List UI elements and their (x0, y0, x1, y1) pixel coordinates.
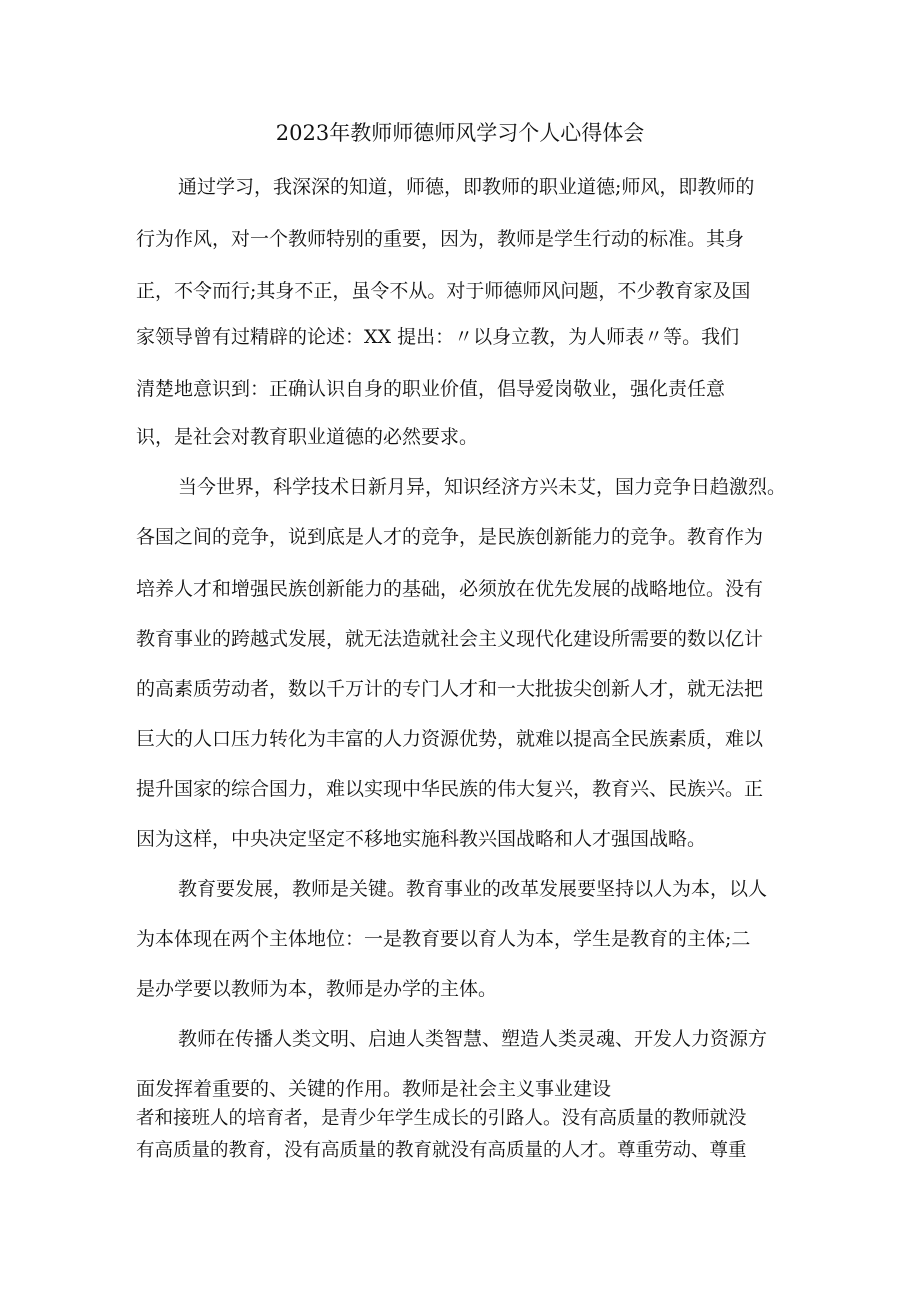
paragraph-line: 行为作风，对一个教师特别的重要，因为，教师是学生行动的标准。其身 (136, 228, 745, 250)
paragraph-line: 培养人才和增强民族创新能力的基础，必须放在优先发展的战略地位。没有 (136, 578, 764, 600)
paragraph-line: 巨大的人口压力转化为丰富的人力资源优势，就难以提高全民族素质，难以 (136, 728, 764, 750)
document-title: 2023年教师师德师风学习个人心得体会 (275, 121, 645, 145)
paragraph-line: 有高质量的教育，没有高质量的教育就没有高质量的人才。尊重劳动、尊重 (136, 1140, 747, 1161)
paragraph-line: 为本体现在两个主体地位：一是教育要以育人为本，学生是教育的主体;二 (136, 928, 751, 950)
paragraph-line: 各国之间的竞争，说到底是人才的竞争，是民族创新能力的竞争。教育作为 (136, 526, 764, 548)
paragraph-line: 的高素质劳动者，数以千万计的专门人才和一大批拔尖创新人才，就无法把 (136, 678, 764, 700)
paragraph-line: 教育要发展，教师是关键。教育事业的改革发展要坚持以人为本，以人 (178, 878, 768, 900)
paragraph-line: 教师在传播人类文明、启迪人类智慧、塑造人类灵魂、开发人力资源方 (178, 1028, 768, 1050)
paragraph-line: 提升国家的综合国力，难以实现中华民族的伟大复兴，教育兴、民族兴。正 (136, 778, 764, 800)
paragraph-line: 当今世界，科学技术日新月异，知识经济方兴未艾，国力竞争日趋激烈。 (178, 476, 787, 498)
paragraph-line: 识，是社会对教育职业道德的必然要求。 (136, 426, 479, 448)
paragraph-line: 正，不令而行;其身不正，虽令不从。对于师德师风问题，不少教育家及国 (136, 280, 751, 302)
paragraph-line: 是办学要以教师为本，教师是办学的主体。 (136, 978, 498, 1000)
paragraph-line: 者和接班人的培育者，是青少年学生成长的引路人。没有高质量的教师就没 (136, 1108, 747, 1129)
paragraph-line: 面发挥着重要的、关键的作用。教师是社会主义事业建设 (136, 1078, 612, 1100)
paragraph-line: 教育事业的跨越式发展，就无法造就社会主义现代化建设所需要的数以亿计 (136, 628, 764, 650)
paragraph-line: 家领导曾有过精辟的论述：XX 提出：〃以身立教，为人师表〃等。我们 (136, 326, 740, 348)
paragraph-line: 清楚地意识到：正确认识自身的职业价值，倡导爱岗敬业，强化责任意 (136, 378, 726, 400)
paragraph-line: 因为这样，中央决定坚定不移地实施科教兴国战略和人才强国战略。 (136, 828, 707, 850)
paragraph-line: 通过学习，我深深的知道，师德，即教师的职业道德;师风，即教师的 (178, 176, 755, 198)
